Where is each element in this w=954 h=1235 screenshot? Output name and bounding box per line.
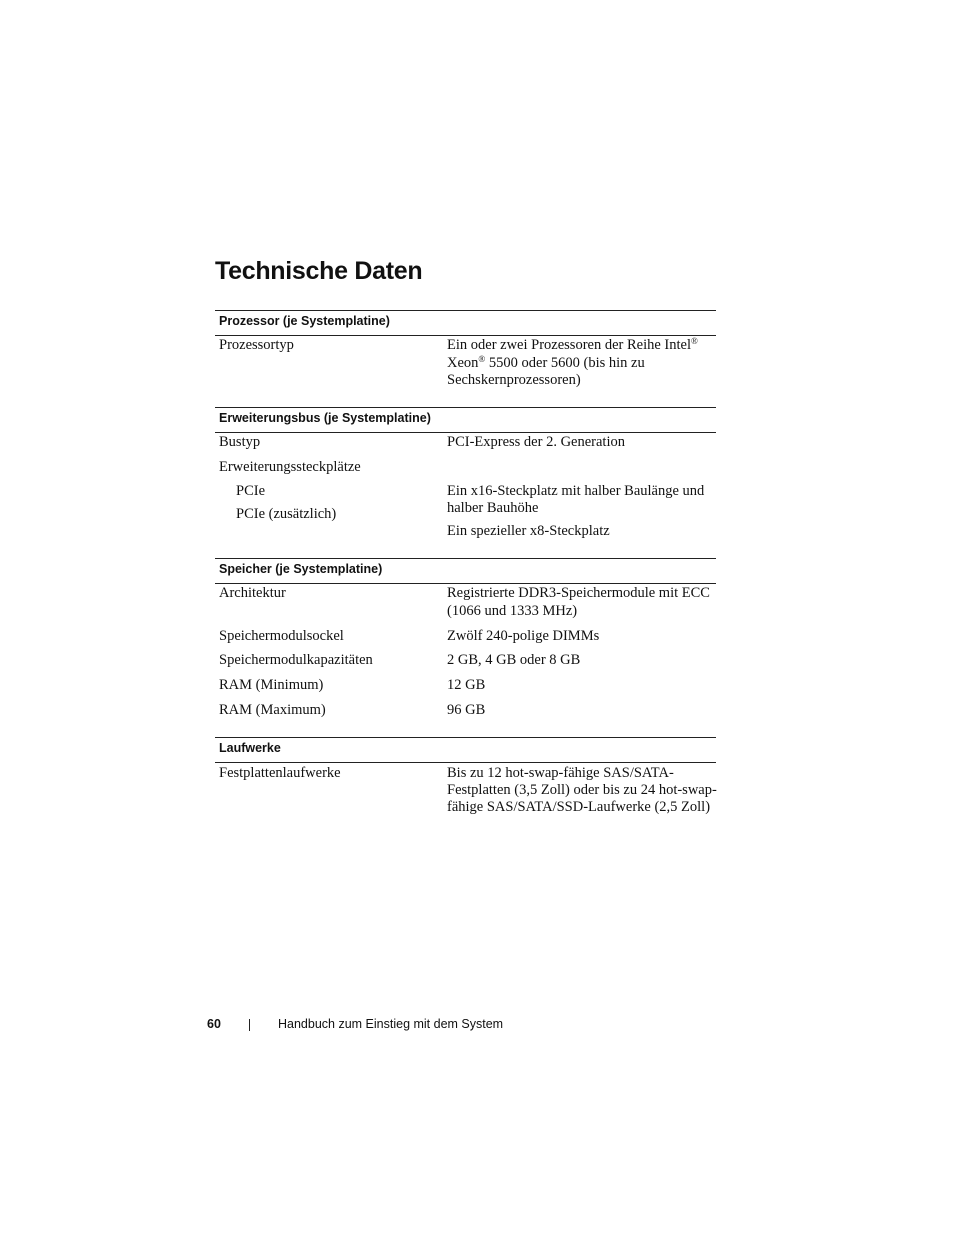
spec-label-pcie-additional: PCIe (zusätzlich) — [236, 506, 337, 522]
spec-value-pcie-additional: Ein spezieller x8-Steckplatz — [447, 523, 610, 539]
registered-mark: ® — [691, 336, 698, 346]
section-title-memory: Speicher (je Systemplatine) — [219, 562, 383, 576]
spec-value-ram-minimum: 12 GB — [447, 677, 486, 693]
page-title: Technische Daten — [215, 257, 423, 285]
spec-value-hard-drives-line-1: Bis zu 12 hot-swap-fähige SAS/SATA- — [447, 765, 674, 781]
section-header-rule — [215, 335, 716, 336]
spec-value-architecture-line-2: (1066 und 1333 MHz) — [447, 602, 578, 619]
spec-value-memory-sockets: Zwölf 240-polige DIMMs — [447, 628, 600, 644]
section-title-drives: Laufwerke — [219, 741, 281, 755]
section-top-rule — [215, 407, 716, 408]
section-top-rule — [215, 737, 716, 738]
section-title-expansion-bus: Erweiterungsbus (je Systemplatine) — [219, 411, 431, 425]
spec-value-ram-maximum: 96 GB — [447, 702, 486, 718]
footer-separator — [249, 1019, 250, 1031]
spec-value-hard-drives-line-3: fähige SAS/SATA/SSD-Laufwerke (2,5 Zoll) — [447, 799, 711, 815]
section-title-processor: Prozessor (je Systemplatine) — [219, 314, 390, 328]
spec-label-ram-minimum: RAM (Minimum) — [219, 677, 324, 693]
spec-label-hard-drives: Festplattenlaufwerke — [219, 765, 341, 781]
spec-label-processor-type: Prozessortyp — [219, 337, 294, 353]
section-header-rule — [215, 762, 716, 763]
spec-value-pcie-line-1: Ein x16-Steckplatz mit halber Baulänge und — [447, 483, 705, 499]
spec-value-pcie-line-2: halber Bauhöhe — [447, 500, 539, 516]
spec-label-architecture: Architektur — [219, 585, 286, 601]
spec-label-bus-type: Bustyp — [219, 434, 261, 450]
spec-label-memory-capacities: Speichermodulkapazitäten — [219, 652, 373, 668]
spec-label-expansion-slots: Erweiterungssteckplätze — [219, 459, 361, 475]
spec-value-bus-type: PCI-Express der 2. Generation — [447, 434, 625, 450]
spec-label-pcie: PCIe — [236, 483, 265, 499]
registered-mark: ® — [478, 353, 486, 364]
spec-label-ram-maximum: RAM (Maximum) — [219, 702, 326, 718]
section-header-rule — [215, 432, 716, 433]
section-top-rule — [215, 310, 716, 311]
section-top-rule — [215, 558, 716, 559]
book-title: Handbuch zum Einstieg mit dem System — [278, 1017, 504, 1031]
spec-label-memory-sockets: Speichermodulsockel — [219, 628, 344, 644]
spec-value-processor-type-line-3: Sechskernprozessoren) — [447, 372, 581, 388]
spec-value-processor-type-line-1: Ein oder zwei Prozessoren der Reihe Intel® — [447, 336, 698, 353]
section-header-rule — [215, 583, 716, 584]
spec-value-processor-type-line-2: Xeon® 5500 oder 5600 (bis hin zu — [447, 353, 645, 371]
spec-value-memory-capacities: 2 GB, 4 GB oder 8 GB — [447, 652, 581, 668]
spec-value-hard-drives-line-2: Festplatten (3,5 Zoll) oder bis zu 24 hot-swap- — [447, 782, 717, 798]
spec-value-architecture-line-1: Registrierte DDR3-Speichermodule mit ECC — [447, 585, 710, 601]
page-number: 60 — [207, 1017, 221, 1031]
